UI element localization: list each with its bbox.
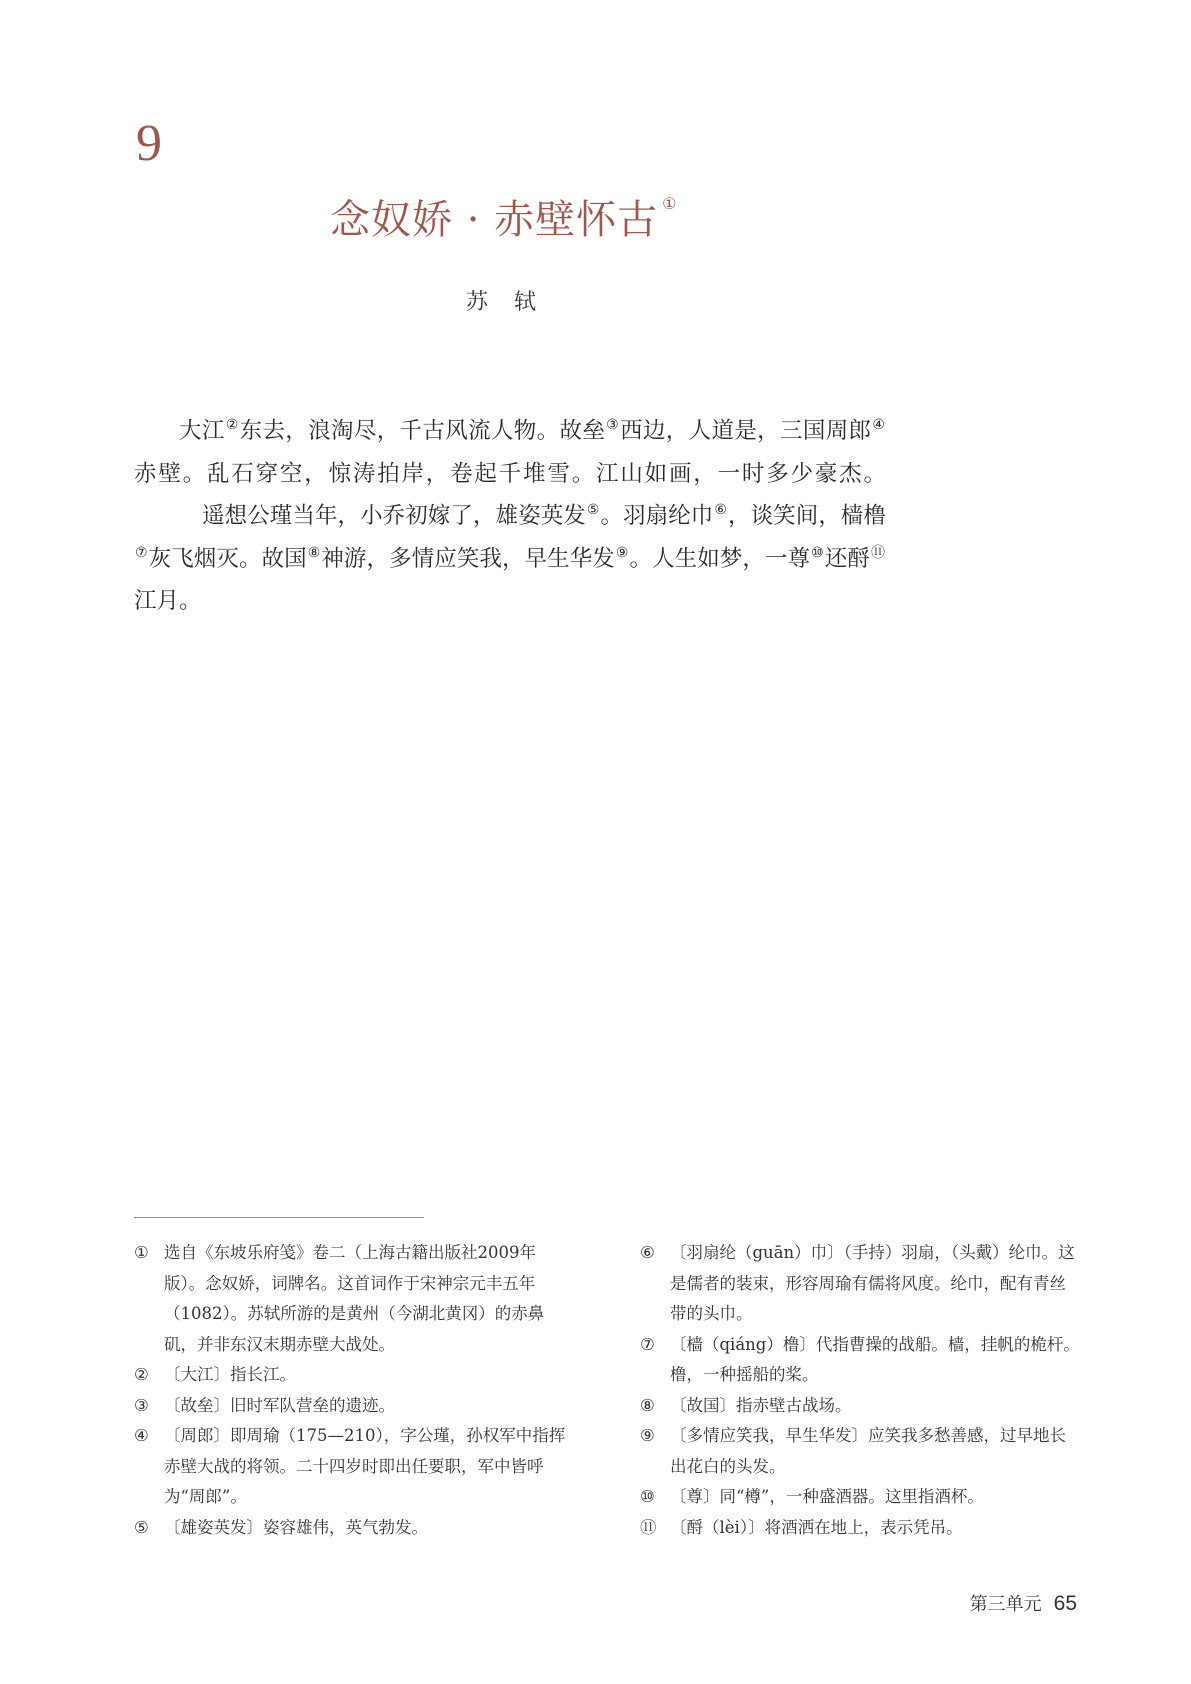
footnote: [640, 1421, 1080, 1482]
note-ref: ④: [872, 417, 885, 433]
note-ref: ⑦: [135, 544, 148, 561]
lesson-number: 9: [136, 115, 162, 172]
footnote-text: 〔周郎〕即周瑜（175—210），字公瑾，孙权军中指挥赤壁大战的将领。二十四岁时即出任要职，军中皆呼为“周郎”。: [164, 1426, 566, 1506]
footnote-text: 选自《东坡乐府笺》卷二（上海古籍出版社2009年版）。念奴娇，词牌名。这首词作于宋神宗元丰五年（1082）。苏轼所游的是黄州（今湖北黄冈）的赤鼻矶，并非东汉末期赤壁大战处。: [164, 1243, 545, 1354]
poem-text-segment: 遥想公瑾当年，小乔初嫁了，雄姿英发: [202, 503, 586, 529]
footnote: [640, 1482, 1080, 1513]
footnote-text: 〔樯（qiáng）橹〕代指曹操的战船。樯，挂帆的桅杆。橹，一种摇船的桨。: [670, 1334, 1080, 1384]
poem-text-segment: 大江: [179, 418, 225, 444]
footnote: [640, 1330, 1080, 1391]
footnotes-left-column: [134, 1238, 574, 1543]
footnote: [640, 1238, 1080, 1330]
note-ref: ⑪: [870, 544, 885, 561]
footnote-text: 〔尊〕同“樽”，一种盛酒器。这里指酒杯。: [670, 1487, 984, 1506]
page-number: 65: [1053, 1592, 1077, 1615]
poem-text-segment: 灰飞烟灭。故国: [148, 545, 307, 572]
footnote-mark: ①: [134, 1243, 149, 1262]
unit-label: 第三单元: [969, 1594, 1042, 1615]
footnote-mark: ⑦: [640, 1334, 655, 1354]
poem-text-segment: 赤壁。乱石穿空，惊涛拍岸，卷起千堆雪。江山如画，一时多少豪杰。: [134, 460, 886, 487]
note-ref: ⑤: [586, 502, 600, 518]
note-ref: ②: [225, 417, 239, 433]
poem-paragraph: [134, 410, 886, 623]
poem-text-segment: 东去，浪淘尽，千古风流人物。故垒: [239, 418, 606, 444]
footnote: [134, 1391, 574, 1422]
poem-title-text: 念奴娇 · 赤壁怀古: [330, 197, 659, 243]
footnote-text: 〔故垒〕旧时军队营垒的遗迹。: [164, 1395, 395, 1415]
footnote-divider: [134, 1217, 424, 1218]
note-ref: ⑧: [307, 544, 321, 561]
title-note-ref: ①: [662, 194, 678, 213]
footnotes-right-column: [640, 1238, 1080, 1543]
footnote-mark: ②: [134, 1365, 149, 1384]
footnote-mark: ⑨: [640, 1426, 655, 1445]
page-footer: [970, 1590, 1077, 1616]
footnote-mark: ⑩: [640, 1487, 655, 1506]
footnote: [640, 1391, 1080, 1422]
footnote: [640, 1513, 1080, 1544]
note-ref: ③: [606, 417, 620, 433]
poem-text-segment: ，谈笑间，樯橹: [728, 503, 886, 529]
footnote-mark: ⑧: [640, 1395, 655, 1415]
poem-title: [330, 194, 678, 243]
poem-text-segment: 。羽扇纶巾: [600, 503, 714, 529]
footnote: [134, 1238, 574, 1360]
footnote-mark: ④: [134, 1426, 149, 1445]
note-ref: ⑥: [714, 502, 728, 518]
footnote-mark: ⑤: [134, 1517, 149, 1537]
poem-text-segment: 还酹: [824, 545, 870, 572]
footnote: [134, 1421, 574, 1513]
note-ref: ⑩: [811, 544, 824, 561]
poem-text-segment: 江月。: [134, 588, 202, 614]
footnote-mark: ③: [134, 1395, 149, 1415]
footnote-text: 〔酹（lèi）〕将酒洒在地上，表示凭吊。: [670, 1517, 963, 1537]
footnote: [134, 1513, 574, 1544]
poem-text-segment: 西边，人道是，三国周郎: [620, 418, 872, 444]
footnote-mark: ⑪: [640, 1517, 657, 1537]
footnote-text: 〔羽扇纶（guān）巾〕（手持）羽扇，（头戴）纶巾。这是儒者的装束，形容周瑜有儒将风度。纶巾，配有青丝带的头巾。: [670, 1243, 1075, 1323]
footnote-text: 〔故国〕指赤壁古战场。: [670, 1395, 852, 1415]
poem-text-segment: 神游，多情应笑我，早生华发: [321, 545, 615, 572]
footnote-mark: ⑥: [640, 1243, 655, 1262]
poem-text-segment: 。人生如梦，一尊: [629, 545, 811, 572]
author-name: 苏轼: [466, 290, 563, 315]
note-ref: ⑨: [615, 544, 629, 561]
footnote: [134, 1360, 574, 1391]
poem-body: [134, 410, 886, 623]
footnote-text: 〔大江〕指长江。: [164, 1365, 296, 1384]
footnote-text: 〔雄姿英发〕姿容雄伟，英气勃发。: [164, 1517, 428, 1537]
footnote-text: 〔多情应笑我，早生华发〕应笑我多愁善感，过早地长出花白的头发。: [670, 1426, 1066, 1476]
